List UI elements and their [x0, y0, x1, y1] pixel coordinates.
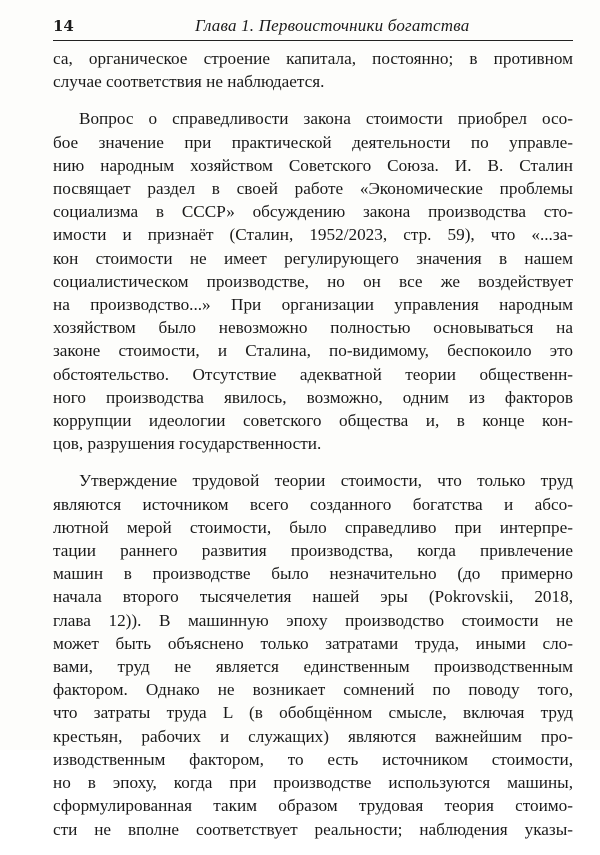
text-line: но в эпоху, когда при производстве используются машины, — [53, 773, 573, 793]
text-line: имости и признаёт (Сталин, 1952/2023, стр. 59), что «...за- — [53, 225, 573, 245]
text-line: являются источником всего созданного богатства и абсо- — [53, 494, 573, 514]
text-line: Вопрос о справедливости закона стоимости приобрел осо- — [79, 109, 573, 129]
text-line: Утверждение трудовой теории стоимости, что только труд — [79, 471, 573, 491]
text-line: хозяйством было невозможно полностью основываться на — [53, 318, 573, 338]
text-line: нию народным хозяйством Советского Союза. И. В. Сталин — [53, 155, 573, 175]
text-line: социалистическом производстве, но он все же воздействует — [53, 271, 573, 291]
text-line: начала второго тысячелетия нашей эры (Pokrovskii, 2018, — [53, 587, 573, 607]
text-line: лютной мерой стоимости, было справедливо при интерпре- — [53, 517, 573, 537]
text-line: посвящает раздел в своей работе «Экономические проблемы — [53, 179, 573, 199]
paragraph — [53, 107, 573, 455]
text-line: что затраты труда L (в обобщённом смысле, включая труд — [53, 703, 573, 723]
page-number: 14 — [53, 17, 74, 35]
text-line: глава 12)). В машинную эпоху производство стоимости не — [53, 610, 573, 630]
paragraph — [53, 47, 573, 93]
text-line: бое значение при практической деятельности по управле- — [53, 132, 573, 152]
text-line: может быть объяснено только затратами труда, иными сло- — [53, 633, 573, 653]
text-line: вами, труд не является единственным производственным — [53, 657, 573, 677]
text-line: ного производства явилось, возможно, одним из факторов — [53, 387, 573, 407]
text-line: са, органическое строение капитала, постоянно; в противном — [53, 49, 573, 68]
text-line: социализма в СССР» обсуждению закона производства сто- — [53, 202, 573, 222]
text-line: сформулированная таким образом трудовая теория стоимо- — [53, 796, 573, 816]
text-line: на производство...» При организации управления народным — [53, 295, 573, 315]
body-text — [53, 47, 573, 855]
text-line: коррупции идеологии советского общества и, в конце кон- — [53, 411, 573, 431]
text-line: кон стоимости не имеет регулирующего значения в нашем — [53, 248, 573, 268]
text-line: крестьян, рабочих и служащих) являются важнейшим про- — [53, 726, 573, 746]
paragraph — [53, 469, 573, 840]
text-line: обстоятельство. Отсутствие адекватной теории общественн- — [53, 364, 573, 384]
chapter-title: Глава 1. Первоисточники богатства — [195, 16, 470, 35]
text-line: тации раннего развития производства, когда привлечение — [53, 541, 573, 561]
text-line: фактором. Однако не возникает сомнений по поводу того, — [53, 680, 573, 700]
text-line: случае соответствия не наблюдается. — [53, 72, 325, 92]
text-line: сти не вполне соответствует реальности; наблюдения указы- — [53, 819, 573, 839]
text-line: законе стоимости, и Сталина, по-видимому, беспокоило это — [53, 341, 573, 361]
text-line: цов, разрушения государственности. — [53, 434, 322, 454]
running-header — [53, 12, 573, 41]
text-line: изводственным фактором, то есть источником стоимости, — [53, 749, 573, 769]
text-line: машин в производстве было незначительно (до примерно — [53, 564, 573, 584]
